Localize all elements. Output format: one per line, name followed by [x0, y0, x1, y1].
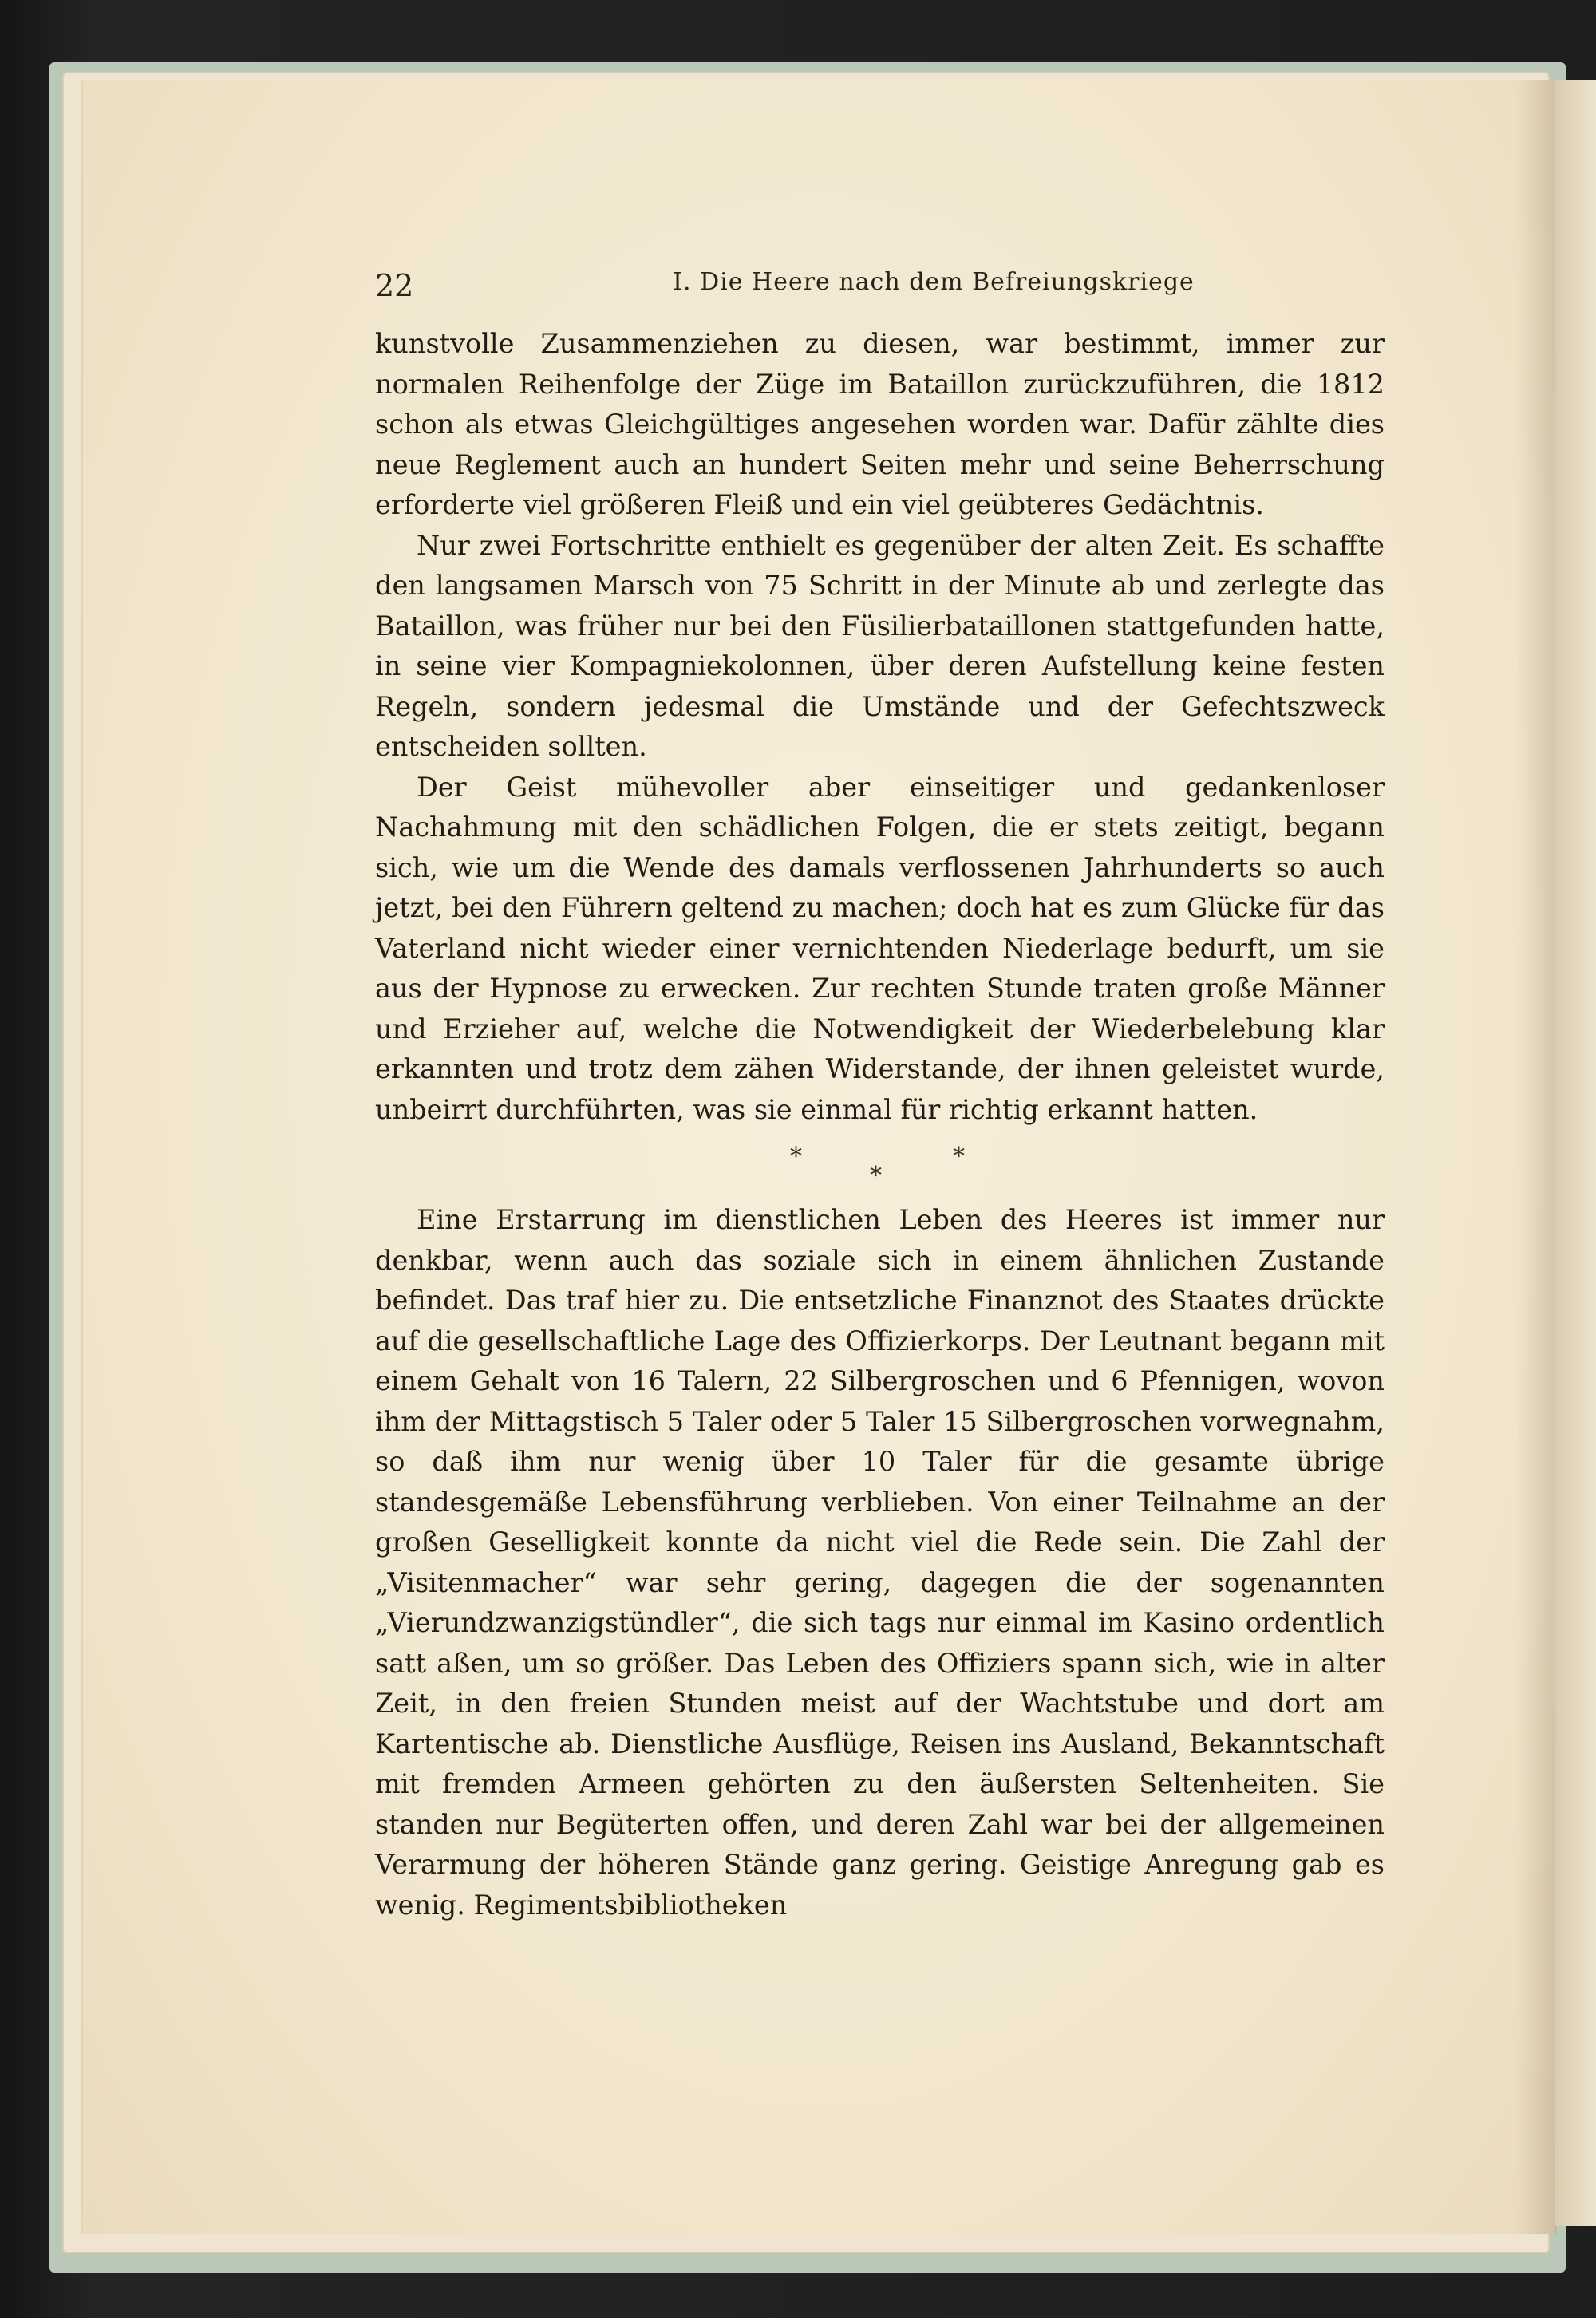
section-one [375, 324, 1385, 1130]
asterisk-ornament: * [870, 1162, 882, 1190]
paragraph: kunstvolle Zusammenziehen zu diesen, war bestimmt, immer zur normalen Reihenfolge der Züge im Bataillon zurückzuführen, die 1812 schon als etwas Gleichgültiges angesehen worden war. Dafür zählte dies neue Reglement auch an hundert Seiten mehr und seine Beherrschung erforderte viel größeren Fleiß und ein viel geübteres Gedächtnis. [375, 328, 1385, 520]
page-header [375, 83, 1492, 303]
asterisk-ornament: * [790, 1143, 802, 1171]
paragraph: Eine Erstarrung im dienstlichen Leben des Heeres ist immer nur denkbar, wenn auch das soziale sich in einem ähnlichen Zustande befindet. Das traf hier zu. Die entsetzliche Finanznot des Staates drückte auf die gesellschaftliche Lage des Offizierkorps. Der Leutnant begann mit einem Gehalt von 16 Talern, 22 Silbergroschen und 6 Pfennigen, wovon ihm der Mittagstisch 5 Taler oder 5 Taler 15 Silbergroschen vorwegnahm, so daß ihm nur wenig über 10 Taler für die gesamte übrige standesgemäße Lebensführung verblieben. Von einer Teilnahme an der großen Geselligkeit konnte da nicht viel die Rede sein. Die Zahl der „Visitenmacher“ war sehr gering, dagegen die der sogenannten „Vierundzwanzigstündler“, die sich tags nur einmal im Kasino ordentlich satt aßen, um so größer. Das Leben des Offiziers spann sich, wie in alter Zeit, in den freien Stunden meist auf der Wachtstube und dort am Kartentische ab. Dienstliche Ausflüge, Reisen ins Ausland, Bekanntschaft mit fremden Armeen gehörten zu den äußersten Seltenheiten. Sie standen nur Begüterten offen, und deren Zahl war bei der allgemeinen Verarmung der höheren Stände ganz gering. Geistige Anregung gab es wenig. Regimentsbibliotheken [375, 1204, 1385, 1921]
paragraph: Nur zwei Fortschritte enthielt es gegenüber der alten Zeit. Es schaffte den langsamen Marsch von 75 Schritt in der Minute ab und zerlegte das Bataillon, was früher nur bei den Füsilierbataillonen stattgefunden hatte, in seine vier Kompagniekolonnen, über deren Aufstellung keine festen Regeln, sondern jedesmal die Umstände und der Gefechtszweck entscheiden sollten. [375, 529, 1385, 762]
running-head: I. Die Heere nach dem Befreiungskriege [673, 268, 1195, 296]
gutter-shadow [1516, 80, 1556, 2234]
paragraph: Der Geist mühevoller aber einseitiger und gedankenloser Nachahmung mit den schädlichen Folgen, die er stets zeitigt, begann sich, wie um die Wende des damals verflossenen Jahrhunderts so auch jetzt, bei den Führern geltend zu machen; doch hat es zum Glücke für das Vaterland nicht wieder einer vernichtenden Niederlage bedurft, um sie aus der Hypnose zu erwecken. Zur rechten Stunde traten große Männer und Erzieher auf, welche die Notwendigkeit der Wiederbelebung klar erkannten und trotz dem zähen Widerstande, der ihnen geleistet wurde, unbeirrt durchführten, was sie einmal für richtig erkannt hatten. [375, 771, 1385, 1125]
asterisk-ornament: * [953, 1143, 965, 1171]
page-number: 22 [375, 268, 414, 303]
section-divider [375, 1143, 1385, 1191]
facing-page-edge [1555, 80, 1596, 2226]
section-two [375, 1200, 1385, 1925]
